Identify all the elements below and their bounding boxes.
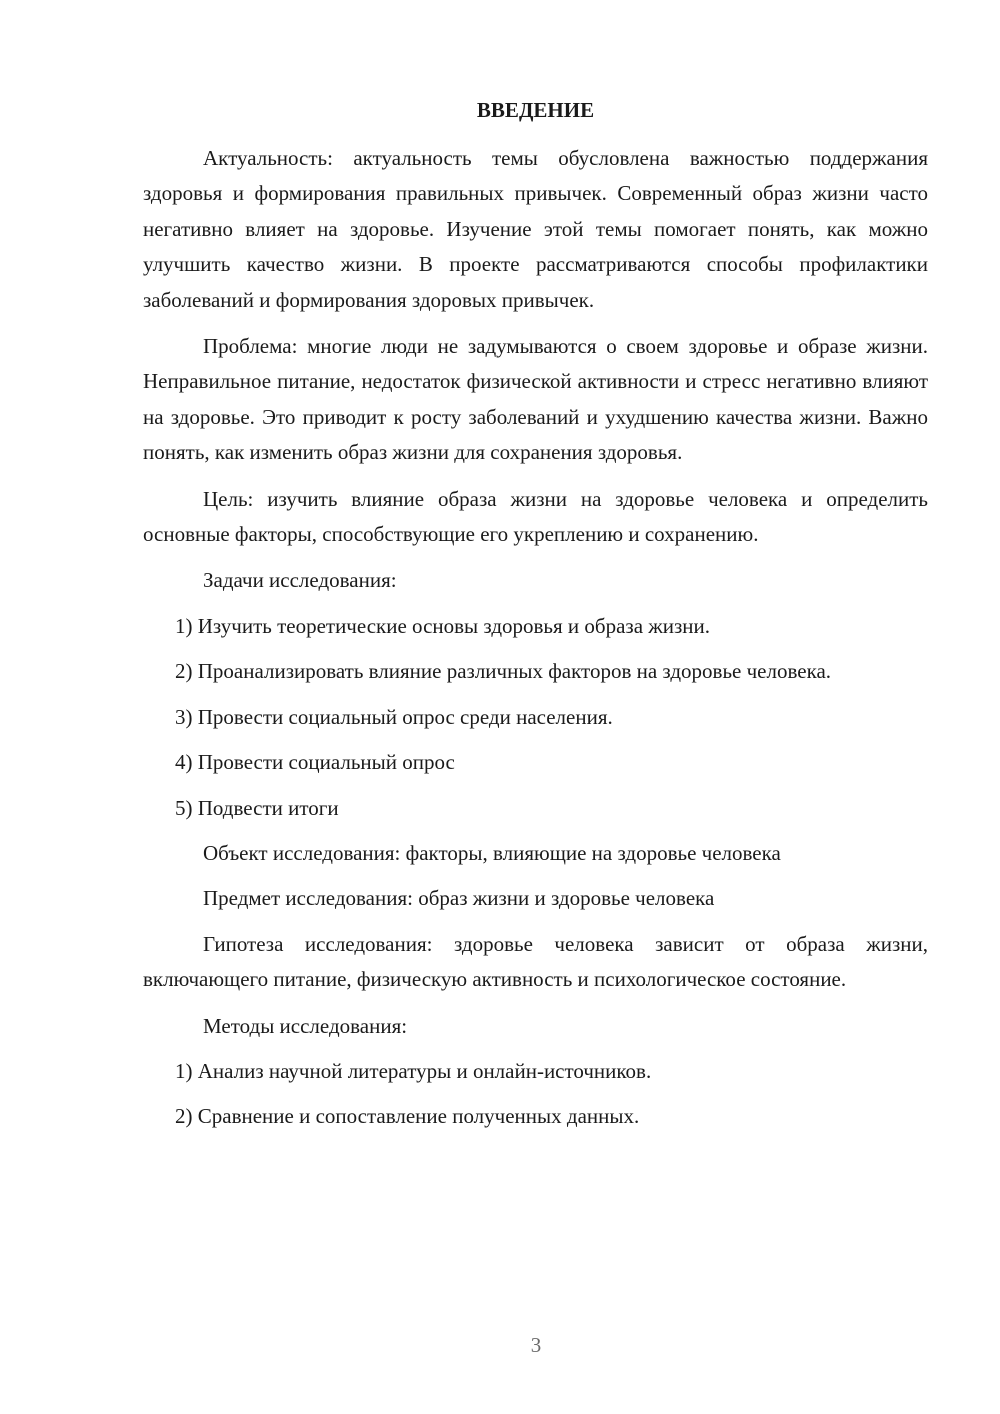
task-item: 5) Подвести итоги xyxy=(175,795,339,820)
research-object: Объект исследования: факторы, влияющие на здоровье человека xyxy=(203,840,781,865)
page-content xyxy=(143,95,928,1145)
paragraph-problem: Проблема: многие люди не задумываются о своем здоровье и образе жизни. Неправильное питание, недостаток физической активности и стресс негативно влияют на здоровье. Это приводит к росту заболеваний и ухудшению качества жизни. Важно понять, как изменить образ жизни для сохранения здоровья. xyxy=(143,334,928,465)
task-item: 4) Провести социальный опрос xyxy=(175,750,455,775)
paragraph-relevance: Актуальность: актуальность темы обусловлена важностью поддержания здоровья и формирования правильных привычек. Современный образ жизни часто негативно влияет на здоровье. Изучение этой темы помогает понять, как можно улучшить качество жизни. В проекте рассматриваются способы профилактики заболеваний и формирования здоровых привычек. xyxy=(143,146,928,312)
task-item: 1) Изучить теоретические основы здоровья и образа жизни. xyxy=(175,613,711,638)
paragraph-hypothesis: Гипотеза исследования: здоровье человека зависит от образа жизни, включающего питание, физическую активность и психологическое состояние. xyxy=(143,931,928,992)
method-item: 1) Анализ научной литературы и онлайн-источников. xyxy=(175,1058,652,1083)
task-item: 2) Проанализировать влияние различных факторов на здоровье человека. xyxy=(175,659,832,684)
method-item: 2) Сравнение и сопоставление полученных данных. xyxy=(175,1104,640,1129)
tasks-heading: Задачи исследования: xyxy=(203,568,397,593)
methods-heading: Методы исследования: xyxy=(203,1013,408,1038)
page-title: ВВЕДЕНИЕ xyxy=(476,98,595,122)
research-subject: Предмет исследования: образ жизни и здоровье человека xyxy=(203,886,715,911)
paragraph-goal: Цель: изучить влияние образа жизни на здоровье человека и определить основные факторы, способствующие его укреплению и сохранению. xyxy=(143,486,928,547)
page-number: 3 xyxy=(530,1333,542,1357)
task-item: 3) Провести социальный опрос среди населения. xyxy=(175,704,613,729)
